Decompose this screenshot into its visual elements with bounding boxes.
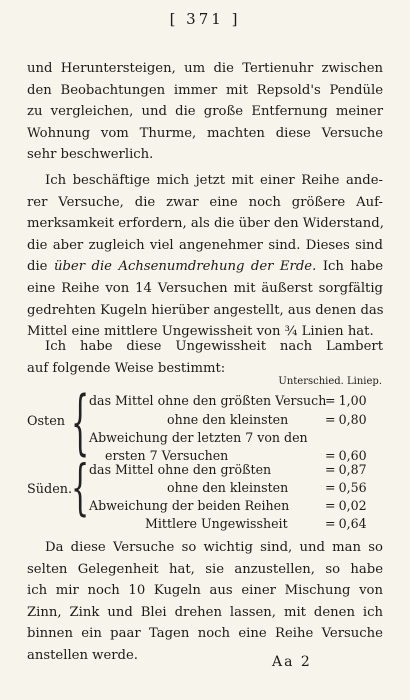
signature-mark: Aa 2 bbox=[272, 654, 312, 670]
table-row bbox=[27, 393, 383, 411]
emphasis-text: über die Achsenumdrehung der Erde. bbox=[53, 259, 317, 275]
text-line: Ich habe diese Ungewissheit nach Lambert bbox=[45, 339, 383, 354]
text-line: auf folgende Weise bestimmt: bbox=[27, 360, 226, 376]
text-line: den Beobachtungen immer mit Repsold's Pendüle bbox=[27, 82, 383, 98]
paragraph-3 bbox=[27, 336, 383, 379]
text-line: Wohnung vom Thurme, machten diese Versuche bbox=[27, 125, 383, 141]
paragraph-4 bbox=[27, 537, 383, 667]
row-value: = 0,80 bbox=[325, 412, 383, 427]
text-line: anstellen werde. bbox=[27, 647, 138, 663]
group-label-sueden: Süden. bbox=[27, 482, 73, 497]
row-label: Abweichung der beiden Reihen bbox=[89, 498, 290, 513]
row-value: = 0,56 bbox=[325, 480, 383, 495]
table-summary-row bbox=[27, 516, 383, 534]
row-value: = 1,00 bbox=[325, 393, 383, 408]
text-line: selten Gelegenheit hat, sie anzustellen, so habe bbox=[27, 561, 383, 577]
paragraph-1 bbox=[27, 58, 383, 166]
table-row bbox=[27, 412, 383, 430]
text-line: rer Versuche, die zwar eine noch größere Auf- bbox=[27, 194, 383, 210]
page-number: [ 371 ] bbox=[169, 10, 241, 28]
row-label: ersten 7 Versuchen bbox=[105, 448, 229, 463]
row-label: das Mittel ohne den größten Versuch bbox=[89, 393, 327, 408]
curly-brace-icon: { bbox=[71, 453, 90, 523]
text-line: binnen ein paar Tagen noch eine Reihe Versuche bbox=[27, 626, 383, 642]
row-label: Abweichung der letzten 7 von den bbox=[89, 430, 308, 445]
row-label: ohne den kleinsten bbox=[167, 480, 289, 495]
text-line: die aber zugleich viel angenehmer sind. Dieses sind bbox=[27, 237, 383, 253]
text-line: Ich beschäftige mich jetzt mit einer Reihe ande- bbox=[45, 173, 383, 188]
table-row bbox=[27, 430, 383, 448]
paragraph-2 bbox=[27, 170, 383, 343]
row-label: ohne den kleinsten bbox=[167, 412, 289, 427]
text-line: gedrehten Kugeln hierüber angestellt, aus denen das bbox=[27, 302, 384, 318]
group-label-osten: Osten bbox=[27, 414, 66, 429]
text-line: eine Reihe von 14 Versuchen mit äußerst sorgfältig bbox=[27, 280, 383, 296]
text-line: sehr beschwerlich. bbox=[27, 147, 154, 163]
text-line bbox=[27, 256, 383, 278]
row-value: = 0,60 bbox=[325, 448, 383, 463]
text-line: ich mir noch 10 Kugeln aus einer Mischung von bbox=[27, 583, 383, 599]
text-line: und Heruntersteigen, um die Tertienuhr zwischen bbox=[27, 61, 383, 76]
table-column-header: Unterschied. Liniep. bbox=[278, 376, 382, 387]
text-line: merksamkeit erfordern, als die über den Widerstand, bbox=[27, 216, 384, 232]
text-line: zu vergleichen, und die große Entfernung meiner bbox=[27, 104, 383, 120]
row-value: = 0,02 bbox=[325, 498, 383, 513]
row-value: = 0,87 bbox=[325, 462, 383, 477]
table-row bbox=[27, 480, 383, 498]
curly-brace-icon: { bbox=[71, 382, 90, 464]
summary-value: = 0,64 bbox=[325, 516, 383, 531]
table-row bbox=[27, 498, 383, 516]
text-line: Da diese Versuche so wichtig sind, und man so bbox=[45, 540, 383, 555]
text-fragment: Ich habe bbox=[322, 259, 383, 275]
text-line: Mittel eine mittlere Ungewissheit von ¾ Linien hat. bbox=[27, 324, 374, 340]
row-label: das Mittel ohne den größten bbox=[89, 462, 272, 477]
summary-label: Mittlere Ungewissheit bbox=[145, 516, 288, 531]
text-line: Zinn, Zink und Blei drehen lassen, mit denen ich bbox=[27, 604, 383, 620]
table-row bbox=[27, 462, 383, 480]
text-fragment: die bbox=[27, 259, 48, 275]
